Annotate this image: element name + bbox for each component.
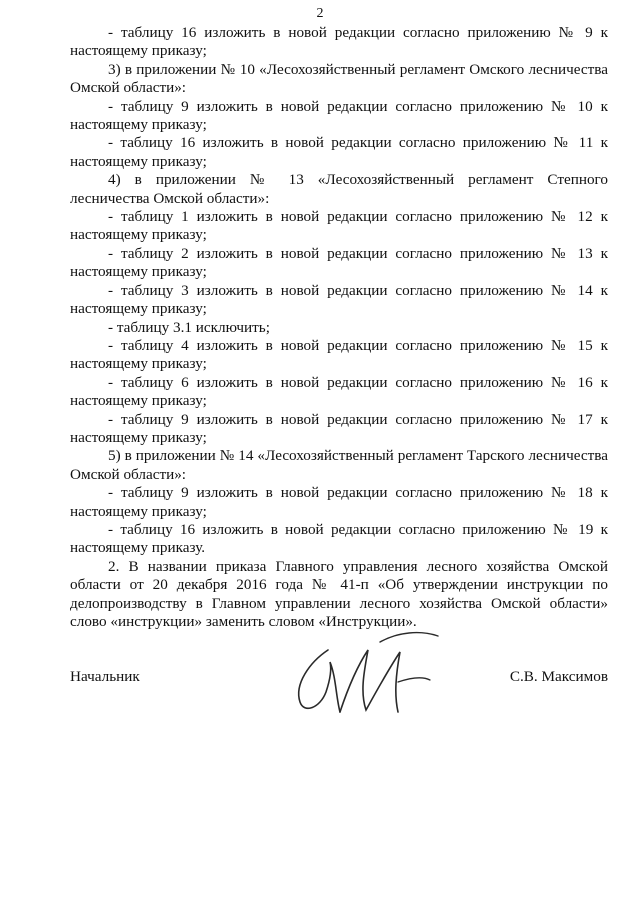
paragraph: 3) в приложении № 10 «Лесохозяйственный регламент Омского лесничества Омской области»: xyxy=(70,60,608,97)
paragraph: - таблицу 2 изложить в новой редакции согласно приложению № 13 к настоящему приказу; xyxy=(70,244,608,281)
signatory-title: Начальник xyxy=(70,668,140,685)
signatory-name: С.В. Максимов xyxy=(509,668,608,685)
paragraph: 4) в приложении № 13 «Лесохозяйственный регламент Степного лесничества Омской области»: xyxy=(70,171,608,207)
paragraph: - таблицу 3 изложить в новой редакции согласно приложению № 14 к настоящему приказу; xyxy=(70,281,608,318)
paragraph: 5) в приложении № 14 «Лесохозяйственный регламент Тарского лесничества Омской области»: xyxy=(70,447,608,483)
paragraph: - таблицу 6 изложить в новой редакции согласно приложению № 16 к настоящему приказу; xyxy=(70,373,608,410)
paragraph: - таблицу 16 изложить в новой редакции согласно приложению № 11 к настоящему приказу; xyxy=(70,134,608,170)
paragraph: - таблицу 3.1 исключить; xyxy=(108,318,270,336)
paragraph: - таблицу 16 изложить в новой редакции согласно приложению № 19 к настоящему приказу. xyxy=(70,520,608,557)
paragraph: - таблицу 9 изложить в новой редакции согласно приложению № 17 к настоящему приказу; xyxy=(70,410,608,446)
page-number: 2 xyxy=(316,6,324,21)
document-body xyxy=(70,24,608,631)
paragraph: - таблицу 16 изложить в новой редакции согласно приложению № 9 к настоящему приказу; xyxy=(70,24,608,60)
signature-block xyxy=(70,668,608,688)
paragraph: - таблицу 9 изложить в новой редакции согласно приложению № 18 к настоящему приказу; xyxy=(70,484,608,520)
paragraph: - таблицу 1 изложить в новой редакции согласно приложению № 12 к настоящему приказу; xyxy=(70,208,608,244)
paragraph: 2. В названии приказа Главного управления лесного хозяйства Омской области от 20 декабря 2016 года № 41-п «Об утверждении инструкции по делопроизводству в Главном управлении лесного хозяйства Омской области» слово «инструкции» заменить словом «Инструкции». xyxy=(70,557,608,630)
paragraph: - таблицу 9 изложить в новой редакции согласно приложению № 10 к настоящему приказу; xyxy=(70,97,608,134)
paragraph: - таблицу 4 изложить в новой редакции согласно приложению № 15 к настоящему приказу; xyxy=(70,336,608,373)
